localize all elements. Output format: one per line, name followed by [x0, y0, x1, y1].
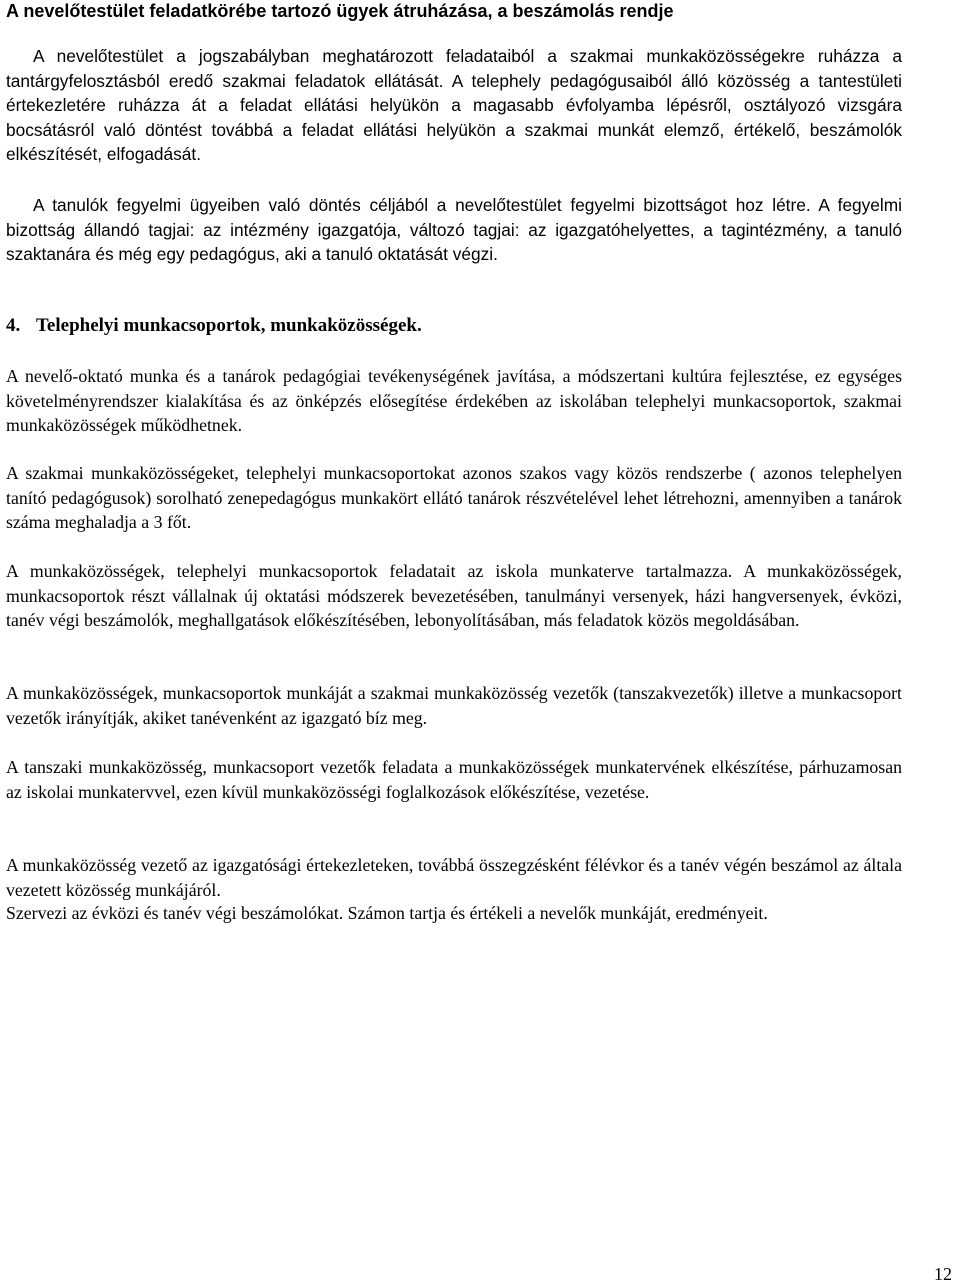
- chapter-paragraph-5: A tanszaki munkaközösség, munkacsoport vezetők feladata a munkaközösségek munkatervének elkészítése, párhuzamosan az iskolai munkatervvel, ezen kívül munkaközösségi foglalkozások előkészítése, vezetése.: [6, 757, 902, 802]
- chapter-paragraph-1: A nevelő-oktató munka és a tanárok pedagógiai tevékenységének javítása, a módszertani kultúra fejlesztése, ez egységes követelményrendszer kialakítása és az önképzés elősegítése érdekében az iskolában telephelyi munkacsoportok, szakmai munkaközösségek működhetnek.: [6, 366, 902, 435]
- page-number: 12: [934, 1264, 952, 1284]
- section-paragraph-delegation: A nevelőtestület a jogszabályban meghatározott feladataiból a szakmai munkaközösségekre ruházza a tantárgyfelosztásból eredő szakmai feladatok ellátását. A telephely pedagógusaiból álló közösség a tantestületi értekezletére ruházza át a feladat ellátási helyükön a magasabb évfolyamba lépésről, osztályozó vizsgára bocsátásról való döntést továbbá a feladat ellátási helyükön a szakmai munkát elemző, értékelő, beszámolók elkészítését, elfogadását.: [6, 46, 902, 164]
- chapter-paragraph-3: A munkaközösségek, telephelyi munkacsoportok feladatait az iskola munkaterve tartalmazza. A munkaközösségek, munkacsoportok részt vállalnak új oktatási módszerek bevezetésében, tanulmányi versenyek, házi hangversenyek, évközi, tanév végi beszámolók, meghallgatások előkészítésében, lebonyolításában, más feladatok közös megoldásában.: [6, 561, 902, 630]
- chapter-paragraph-7: Szervezi az évközi és tanév végi beszámolókat. Számon tartja és értékeli a nevelők munkáját, eredményeit.: [6, 903, 768, 923]
- section-title: A nevelőtestület feladatkörébe tartozó ügyek átruházása, a beszámolás rendje: [6, 1, 674, 21]
- chapter-paragraph-6: A munkaközösség vezető az igazgatósági értekezleteken, továbbá összegzésként félévkor és a tanév végén beszámol az általa vezetett közösség munkájáról.: [6, 855, 902, 900]
- section-paragraph-disciplinary: A tanulók fegyelmi ügyeiben való döntés céljából a nevelőtestület fegyelmi bizottságot hoz létre. A fegyelmi bizottság állandó tagjai: az intézmény igazgatója, változó tagjai: az igazgatóhelyettes, a tagintézmény, a tanuló szaktanára és még egy pedagógus, aki a tanuló oktatását végzi.: [6, 195, 902, 264]
- chapter-number: 4.: [6, 315, 21, 336]
- chapter-paragraph-4: A munkaközösségek, munkacsoportok munkáját a szakmai munkaközösség vezetők (tanszakvezetők) illetve a munkacsoport vezetők irányítják, akiket tanévenként az igazgató bíz meg.: [6, 683, 902, 728]
- chapter-paragraph-2: A szakmai munkaközösségeket, telephelyi munkacsoportokat azonos szakos vagy közös rendszerbe ( azonos telephelyen tanító pedagógusok) sorolható zenepedagógus munkakört ellátó tanárok részvételével lehet létrehozni, amennyiben a tanárok száma meghaladja a 3 főt.: [6, 463, 902, 532]
- chapter-title: Telephelyi munkacsoportok, munkaközösségek.: [36, 315, 422, 336]
- chapter-heading: [6, 313, 422, 339]
